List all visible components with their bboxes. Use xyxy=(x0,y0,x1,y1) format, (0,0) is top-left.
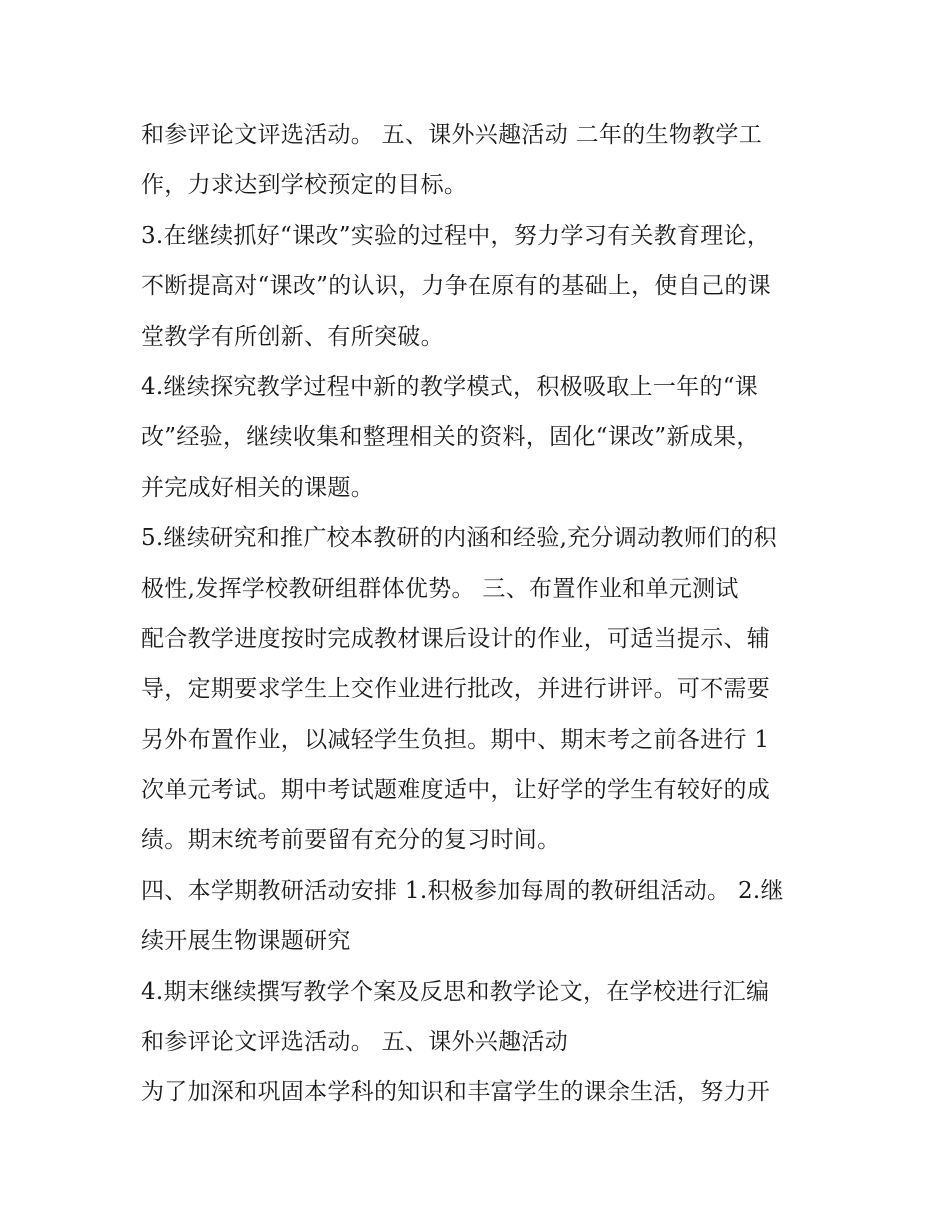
text-line: 和参评论文评选活动。 五、课外兴趣活动 xyxy=(141,1029,569,1056)
text-line: 和参评论文评选活动。 五、课外兴趣活动 二年的生物教学工 xyxy=(141,122,763,148)
text-line: 堂教学有所创新、有所突破。 xyxy=(141,323,444,350)
document-body xyxy=(141,110,821,1118)
text-line: 3.在继续抓好“课改”实验的过程中，努力学习有关教育理论， xyxy=(141,222,771,249)
text-line: 导，定期要求学生上交作业进行批改，并进行讲评。可不需要 xyxy=(141,676,771,703)
text-line: 续开展生物课题研究 xyxy=(141,928,351,955)
text-line: 并完成好相关的课题。 xyxy=(141,474,374,501)
text-line: 配合教学进度按时完成教材课后设计的作业，可适当提示、辅 xyxy=(141,625,771,652)
text-line: 极性,发挥学校教研组群体优势。 三、布置作业和单元测试 xyxy=(141,575,739,602)
text-line: 改”经验，继续收集和整理相关的资料，固化“课改”新成果， xyxy=(141,424,760,451)
text-line: 四、本学期教研活动安排 1.积极参加每周的教研组活动。 2.继 xyxy=(141,877,784,904)
text-line: 另外布置作业，以减轻学生负担。期中、期末考之前各进行 1 xyxy=(141,726,770,753)
text-line: 5.继续研究和推广校本教研的内涵和经验,充分调动教师们的积 xyxy=(141,525,777,552)
text-line: 次单元考试。期中考试题难度适中，让好学的学生有较好的成 xyxy=(141,777,771,804)
text-line: 4.继续探究教学过程中新的教学模式，积极吸取上一年的“课 xyxy=(141,373,759,400)
text-line: 为了加深和巩固本学科的知识和丰富学生的课余生活，努力开 xyxy=(141,1079,771,1106)
text-line: 4.期末继续撰写教学个案及反思和教学论文，在学校进行汇编 xyxy=(141,978,770,1005)
text-line: 不断提高对“课改”的认识，力争在原有的基础上，使自己的课 xyxy=(141,273,771,300)
text-line: 作，力求达到学校预定的目标。 xyxy=(141,172,468,199)
text-line: 绩。期末统考前要留有充分的复习时间。 xyxy=(141,827,561,854)
